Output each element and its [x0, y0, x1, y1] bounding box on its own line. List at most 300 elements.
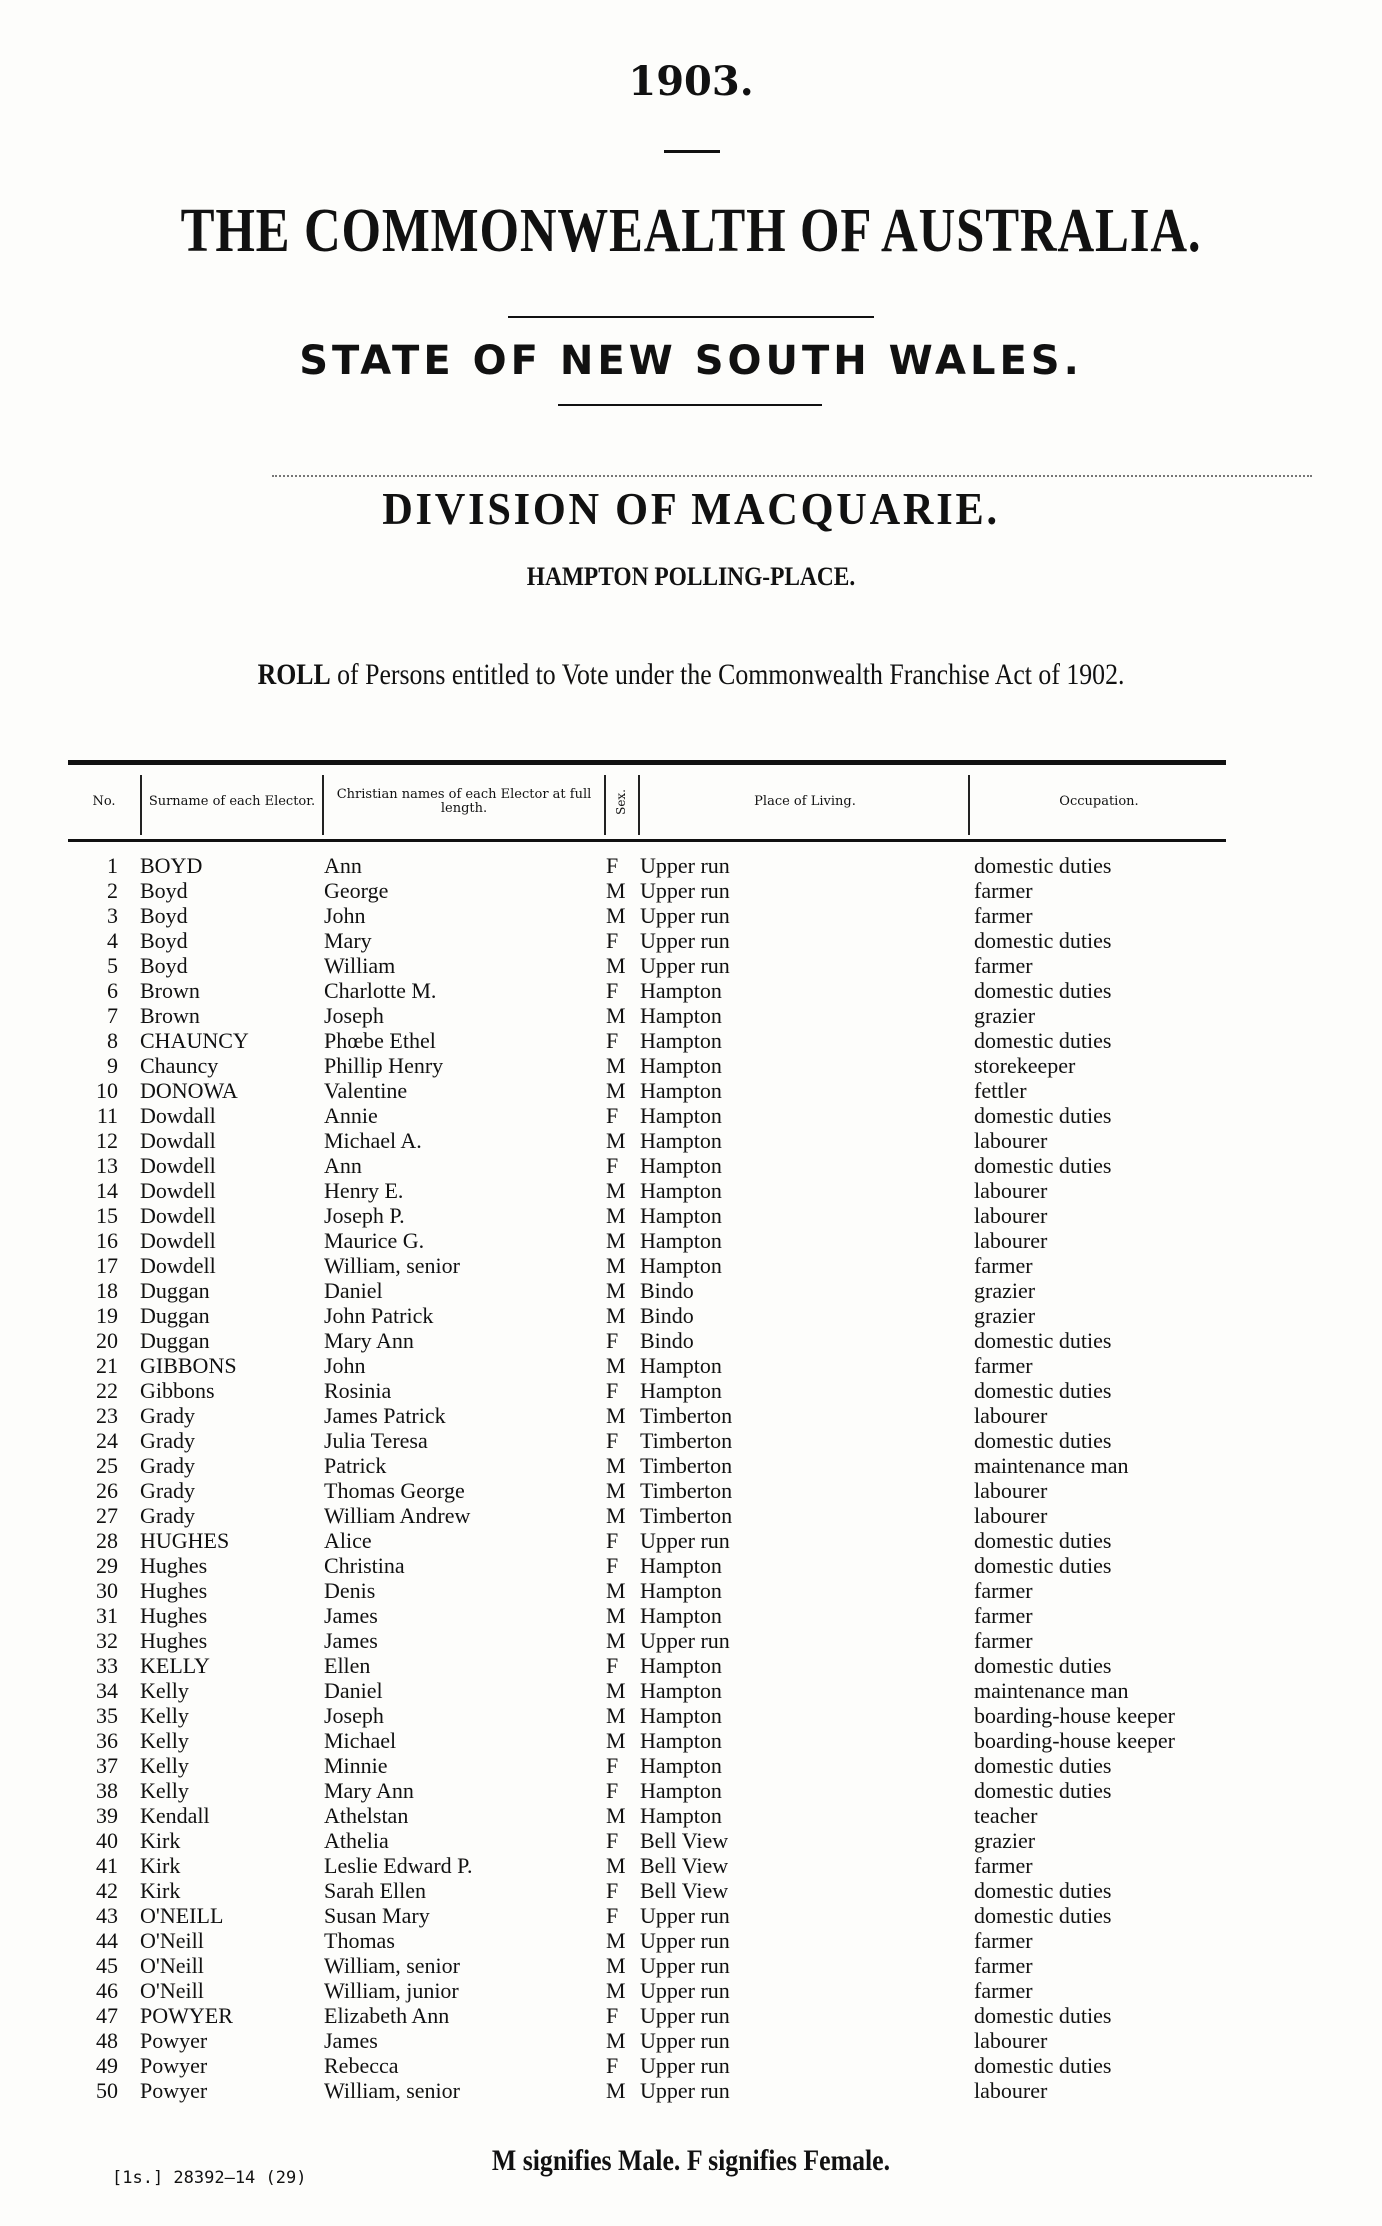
cell-occupation: domestic duties: [974, 1778, 1112, 1803]
cell-occupation: farmer: [974, 953, 1033, 978]
cell-no: 9: [107, 1053, 118, 1078]
table-row: [0, 1103, 1382, 1128]
cell-surname: Grady: [140, 1403, 195, 1428]
table-row: [0, 1403, 1382, 1428]
cell-sex: M: [606, 1803, 626, 1828]
table-row: [0, 978, 1382, 1003]
cell-no: 25: [96, 1453, 118, 1478]
cell-place: Hampton: [640, 1603, 722, 1628]
cell-christian: Daniel: [324, 1278, 383, 1303]
table-row: [0, 1728, 1382, 1753]
cell-sex: F: [606, 2053, 619, 2078]
cell-sex: M: [606, 953, 626, 978]
cell-place: Hampton: [640, 1353, 722, 1378]
cell-sex: M: [606, 1453, 626, 1478]
cell-sex: F: [606, 928, 619, 953]
cell-no: 29: [96, 1553, 118, 1578]
cell-christian: Joseph: [324, 1003, 384, 1028]
cell-occupation: maintenance man: [974, 1453, 1129, 1478]
cell-no: 3: [107, 903, 118, 928]
cell-christian: Joseph: [324, 1703, 384, 1728]
cell-place: Bell View: [640, 1853, 729, 1878]
cell-sex: M: [606, 1253, 626, 1278]
table-row: [0, 1653, 1382, 1678]
cell-occupation: labourer: [974, 2028, 1048, 2053]
cell-no: 7: [107, 1003, 118, 1028]
cell-sex: M: [606, 1203, 626, 1228]
column-header-occupation: Occupation.: [1059, 794, 1139, 809]
cell-surname: Dowdell: [140, 1203, 216, 1228]
cell-christian: Mary Ann: [324, 1328, 414, 1353]
cell-no: 43: [96, 1903, 118, 1928]
cell-occupation: grazier: [974, 1003, 1036, 1028]
cell-place: Hampton: [640, 1203, 722, 1228]
column-header-sex: [606, 765, 636, 839]
cell-surname: CHAUNCY: [140, 1028, 249, 1053]
cell-no: 31: [96, 1603, 118, 1628]
cell-christian: Patrick: [324, 1453, 387, 1478]
cell-sex: F: [606, 1153, 619, 1178]
cell-christian: Elizabeth Ann: [324, 2003, 450, 2028]
dotted-divider: [272, 475, 1312, 477]
cell-occupation: domestic duties: [974, 1028, 1112, 1053]
table-row: [0, 928, 1382, 953]
cell-surname: Dowdall: [140, 1103, 216, 1128]
cell-place: Hampton: [640, 1003, 722, 1028]
cell-occupation: boarding-house keeper: [974, 1728, 1175, 1753]
cell-sex: M: [606, 1303, 626, 1328]
cell-occupation: boarding-house keeper: [974, 1703, 1175, 1728]
cell-no: 35: [96, 1703, 118, 1728]
cell-no: 14: [96, 1178, 118, 1203]
cell-surname: O'Neill: [140, 1928, 204, 1953]
cell-christian: Daniel: [324, 1678, 383, 1703]
commonwealth-title: THE COMMONWEALTH OF AUSTRALIA.: [180, 197, 1202, 265]
cell-place: Upper run: [640, 2028, 730, 2053]
cell-christian: Henry E.: [324, 1178, 404, 1203]
cell-surname: Kirk: [140, 1853, 181, 1878]
table-row: [0, 1703, 1382, 1728]
cell-place: Upper run: [640, 928, 730, 953]
table-row: [0, 1378, 1382, 1403]
table-row: [0, 1678, 1382, 1703]
state-divider: [558, 404, 822, 406]
cell-christian: William, senior: [324, 1953, 460, 1978]
cell-place: Hampton: [640, 1028, 722, 1053]
cell-christian: Michael: [324, 1728, 397, 1753]
cell-occupation: labourer: [974, 2078, 1048, 2103]
cell-surname: Boyd: [140, 928, 188, 953]
cell-christian: Phœbe Ethel: [324, 1028, 436, 1053]
cell-surname: Hughes: [140, 1603, 208, 1628]
cell-no: 42: [96, 1878, 118, 1903]
cell-christian: John Patrick: [324, 1303, 434, 1328]
cell-place: Bell View: [640, 1828, 729, 1853]
roll-heading-bold: ROLL: [257, 658, 331, 691]
cell-place: Upper run: [640, 903, 730, 928]
cell-christian: Valentine: [324, 1078, 408, 1103]
table-row: [0, 878, 1382, 903]
cell-occupation: domestic duties: [974, 1428, 1112, 1453]
cell-surname: Hughes: [140, 1628, 208, 1653]
cell-christian: James: [324, 2028, 378, 2053]
cell-occupation: labourer: [974, 1403, 1048, 1428]
cell-christian: Denis: [324, 1578, 376, 1603]
column-header-place: Place of Living.: [754, 794, 856, 809]
cell-occupation: labourer: [974, 1178, 1048, 1203]
cell-no: 34: [96, 1678, 118, 1703]
table-row: [0, 903, 1382, 928]
cell-occupation: farmer: [974, 1578, 1033, 1603]
cell-sex: F: [606, 1528, 619, 1553]
cell-christian: Rosinia: [324, 1378, 392, 1403]
cell-surname: Kelly: [140, 1753, 189, 1778]
year-underline: [664, 150, 720, 153]
cell-surname: HUGHES: [140, 1528, 230, 1553]
cell-place: Hampton: [640, 1253, 722, 1278]
cell-occupation: farmer: [974, 1978, 1033, 2003]
cell-surname: Gibbons: [140, 1378, 215, 1403]
cell-place: Hampton: [640, 1128, 722, 1153]
cell-sex: M: [606, 1978, 626, 2003]
cell-christian: James: [324, 1603, 378, 1628]
cell-sex: M: [606, 1853, 626, 1878]
cell-surname: Chauncy: [140, 1053, 219, 1078]
cell-place: Hampton: [640, 1178, 722, 1203]
cell-no: 1: [107, 853, 118, 878]
cell-surname: Boyd: [140, 953, 188, 978]
cell-no: 2: [107, 878, 118, 903]
cell-no: 22: [96, 1378, 118, 1403]
cell-place: Hampton: [640, 1678, 722, 1703]
cell-occupation: grazier: [974, 1278, 1036, 1303]
cell-occupation: domestic duties: [974, 2003, 1112, 2028]
table-row: [0, 1903, 1382, 1928]
cell-occupation: teacher: [974, 1803, 1038, 1828]
cell-surname: Kelly: [140, 1728, 189, 1753]
cell-place: Hampton: [640, 1803, 722, 1828]
table-row: [0, 1078, 1382, 1103]
cell-surname: Kendall: [140, 1803, 210, 1828]
cell-no: 12: [96, 1128, 118, 1153]
cell-place: Hampton: [640, 978, 722, 1003]
cell-place: Bell View: [640, 1878, 729, 1903]
cell-no: 17: [96, 1253, 118, 1278]
cell-surname: O'Neill: [140, 1953, 204, 1978]
cell-place: Upper run: [640, 2003, 730, 2028]
cell-surname: Dowdell: [140, 1228, 216, 1253]
cell-no: 15: [96, 1203, 118, 1228]
cell-surname: Boyd: [140, 903, 188, 928]
cell-no: 6: [107, 978, 118, 1003]
cell-surname: Grady: [140, 1428, 195, 1453]
cell-occupation: domestic duties: [974, 928, 1112, 953]
cell-sex: M: [606, 1353, 626, 1378]
cell-surname: BOYD: [140, 853, 203, 878]
cell-place: Hampton: [640, 1653, 722, 1678]
cell-place: Bindo: [640, 1328, 694, 1353]
cell-christian: John: [324, 1353, 366, 1378]
cell-surname: KELLY: [140, 1653, 210, 1678]
cell-place: Hampton: [640, 1553, 722, 1578]
table-row: [0, 953, 1382, 978]
cell-occupation: labourer: [974, 1128, 1048, 1153]
cell-place: Timberton: [640, 1503, 733, 1528]
cell-place: Hampton: [640, 1378, 722, 1403]
table-row: [0, 1778, 1382, 1803]
cell-place: Timberton: [640, 1453, 733, 1478]
polling-place-title: HAMPTON POLLING-PLACE.: [526, 562, 856, 591]
cell-place: Hampton: [640, 1103, 722, 1128]
column-separator: [140, 775, 142, 835]
table-row: [0, 1553, 1382, 1578]
cell-occupation: domestic duties: [974, 978, 1112, 1003]
cell-sex: M: [606, 1503, 626, 1528]
cell-occupation: domestic duties: [974, 1103, 1112, 1128]
table-header: [68, 760, 1226, 842]
cell-no: 11: [96, 1103, 118, 1128]
table-row: [0, 1228, 1382, 1253]
cell-surname: Powyer: [140, 2053, 208, 2078]
cell-no: 48: [96, 2028, 118, 2053]
cell-no: 18: [96, 1278, 118, 1303]
cell-occupation: labourer: [974, 1203, 1048, 1228]
cell-christian: William Andrew: [324, 1503, 471, 1528]
cell-christian: Leslie Edward P.: [324, 1853, 473, 1878]
table-row: [0, 1628, 1382, 1653]
cell-surname: Dowdall: [140, 1128, 216, 1153]
table-row: [0, 1453, 1382, 1478]
cell-no: 27: [96, 1503, 118, 1528]
cell-no: 4: [107, 928, 118, 953]
cell-no: 50: [96, 2078, 118, 2103]
table-row: [0, 2078, 1382, 2103]
table-row: [0, 1328, 1382, 1353]
cell-surname: Powyer: [140, 2078, 208, 2103]
table-row: [0, 1303, 1382, 1328]
cell-no: 30: [96, 1578, 118, 1603]
table-row: [0, 1053, 1382, 1078]
cell-surname: Grady: [140, 1478, 195, 1503]
cell-surname: Boyd: [140, 878, 188, 903]
cell-sex: M: [606, 1178, 626, 1203]
table-row: [0, 1253, 1382, 1278]
cell-occupation: farmer: [974, 903, 1033, 928]
cell-no: 28: [96, 1528, 118, 1553]
table-row: [0, 1853, 1382, 1878]
cell-christian: Ann: [324, 853, 362, 878]
table-row: [0, 2028, 1382, 2053]
column-header-no: No.: [92, 794, 116, 809]
cell-place: Upper run: [640, 1628, 730, 1653]
cell-sex: F: [606, 978, 619, 1003]
table-row: [0, 1578, 1382, 1603]
cell-no: 5: [107, 953, 118, 978]
cell-sex: M: [606, 1053, 626, 1078]
cell-christian: Sarah Ellen: [324, 1878, 427, 1903]
cell-sex: F: [606, 1778, 619, 1803]
cell-sex: F: [606, 1828, 619, 1853]
cell-christian: Ann: [324, 1153, 362, 1178]
cell-occupation: farmer: [974, 878, 1033, 903]
cell-surname: Dowdell: [140, 1153, 216, 1178]
cell-surname: Kirk: [140, 1878, 181, 1903]
cell-no: 36: [96, 1728, 118, 1753]
cell-place: Upper run: [640, 1953, 730, 1978]
table-row: [0, 2053, 1382, 2078]
cell-no: 45: [96, 1953, 118, 1978]
cell-occupation: labourer: [974, 1228, 1048, 1253]
cell-christian: Julia Teresa: [324, 1428, 428, 1453]
cell-christian: Thomas George: [324, 1478, 465, 1503]
cell-christian: Maurice G.: [324, 1228, 425, 1253]
cell-sex: F: [606, 1428, 619, 1453]
cell-sex: M: [606, 1928, 626, 1953]
cell-surname: Powyer: [140, 2028, 208, 2053]
cell-sex: M: [606, 1603, 626, 1628]
cell-place: Upper run: [640, 878, 730, 903]
table-row: [0, 1753, 1382, 1778]
cell-place: Bindo: [640, 1278, 694, 1303]
cell-no: 8: [107, 1028, 118, 1053]
cell-christian: Susan Mary: [324, 1903, 430, 1928]
table-row: [0, 1428, 1382, 1453]
cell-occupation: domestic duties: [974, 1553, 1112, 1578]
table-row: [0, 1603, 1382, 1628]
cell-sex: M: [606, 1128, 626, 1153]
cell-no: 39: [96, 1803, 118, 1828]
cell-place: Hampton: [640, 1228, 722, 1253]
table-row: [0, 1528, 1382, 1553]
cell-no: 20: [96, 1328, 118, 1353]
cell-no: 26: [96, 1478, 118, 1503]
cell-sex: M: [606, 1953, 626, 1978]
cell-surname: Kirk: [140, 1828, 181, 1853]
table-row: [0, 1878, 1382, 1903]
cell-occupation: domestic duties: [974, 1528, 1112, 1553]
column-separator: [322, 775, 324, 835]
cell-no: 37: [96, 1753, 118, 1778]
cell-no: 47: [96, 2003, 118, 2028]
cell-occupation: domestic duties: [974, 1903, 1112, 1928]
table-row: [0, 1128, 1382, 1153]
sex-header-label: Sex.: [614, 789, 628, 815]
cell-place: Hampton: [640, 1153, 722, 1178]
column-header-christian: Christian names of each Elector at full length.: [336, 787, 592, 816]
cell-sex: F: [606, 1553, 619, 1578]
cell-surname: Kelly: [140, 1778, 189, 1803]
print-reference: [1s.] 28392—14 (29): [112, 2168, 307, 2188]
cell-occupation: farmer: [974, 1853, 1033, 1878]
cell-christian: Minnie: [324, 1753, 388, 1778]
cell-sex: F: [606, 2003, 619, 2028]
cell-sex: F: [606, 1653, 619, 1678]
cell-occupation: domestic duties: [974, 1753, 1112, 1778]
cell-surname: Kelly: [140, 1703, 189, 1728]
table-row: [0, 1028, 1382, 1053]
cell-occupation: labourer: [974, 1503, 1048, 1528]
cell-sex: M: [606, 1278, 626, 1303]
table-row: [0, 853, 1382, 878]
table-row: [0, 1828, 1382, 1853]
cell-occupation: farmer: [974, 1253, 1033, 1278]
cell-no: 46: [96, 1978, 118, 2003]
cell-christian: William: [324, 953, 396, 978]
cell-no: 10: [96, 1078, 118, 1103]
cell-surname: Hughes: [140, 1553, 208, 1578]
cell-no: 13: [96, 1153, 118, 1178]
cell-surname: GIBBONS: [140, 1353, 237, 1378]
title-divider: [508, 316, 874, 318]
cell-surname: Brown: [140, 978, 200, 1003]
cell-surname: Grady: [140, 1503, 195, 1528]
cell-sex: M: [606, 1003, 626, 1028]
cell-place: Upper run: [640, 853, 730, 878]
cell-occupation: domestic duties: [974, 1653, 1112, 1678]
cell-sex: M: [606, 1478, 626, 1503]
cell-no: 32: [96, 1628, 118, 1653]
cell-christian: Rebecca: [324, 2053, 399, 2078]
table-row: [0, 2003, 1382, 2028]
cell-occupation: grazier: [974, 1303, 1036, 1328]
cell-sex: F: [606, 1878, 619, 1903]
cell-occupation: fettler: [974, 1078, 1027, 1103]
cell-no: 49: [96, 2053, 118, 2078]
cell-sex: M: [606, 1728, 626, 1753]
cell-occupation: storekeeper: [974, 1053, 1076, 1078]
roll-heading: [97, 658, 1286, 692]
cell-sex: M: [606, 903, 626, 928]
cell-christian: Charlotte M.: [324, 978, 437, 1003]
cell-place: Upper run: [640, 2053, 730, 2078]
cell-no: 19: [96, 1303, 118, 1328]
cell-place: Upper run: [640, 1528, 730, 1553]
cell-place: Upper run: [640, 1903, 730, 1928]
cell-occupation: farmer: [974, 1353, 1033, 1378]
cell-sex: F: [606, 1753, 619, 1778]
cell-no: 21: [96, 1353, 118, 1378]
cell-occupation: farmer: [974, 1953, 1033, 1978]
cell-surname: Dowdell: [140, 1178, 216, 1203]
table-row: [0, 1803, 1382, 1828]
cell-sex: M: [606, 1403, 626, 1428]
cell-christian: William, junior: [324, 1978, 459, 2003]
cell-occupation: domestic duties: [974, 853, 1112, 878]
cell-christian: Phillip Henry: [324, 1053, 444, 1078]
column-separator: [638, 775, 640, 835]
cell-christian: Joseph P.: [324, 1203, 405, 1228]
cell-occupation: domestic duties: [974, 1153, 1112, 1178]
cell-surname: Duggan: [140, 1278, 210, 1303]
cell-place: Upper run: [640, 1978, 730, 2003]
cell-occupation: domestic duties: [974, 1878, 1112, 1903]
cell-surname: Duggan: [140, 1328, 210, 1353]
cell-no: 38: [96, 1778, 118, 1803]
cell-surname: Dowdell: [140, 1253, 216, 1278]
cell-sex: M: [606, 1228, 626, 1253]
cell-place: Timberton: [640, 1403, 733, 1428]
cell-christian: Annie: [324, 1103, 378, 1128]
cell-christian: Ellen: [324, 1653, 371, 1678]
table-row: [0, 1978, 1382, 2003]
cell-sex: F: [606, 1028, 619, 1053]
state-title: STATE OF NEW SOUTH WALES.: [299, 338, 1083, 384]
table-row: [0, 1203, 1382, 1228]
table-row: [0, 1953, 1382, 1978]
table-row: [0, 1478, 1382, 1503]
cell-occupation: domestic duties: [974, 2053, 1112, 2078]
cell-occupation: farmer: [974, 1628, 1033, 1653]
